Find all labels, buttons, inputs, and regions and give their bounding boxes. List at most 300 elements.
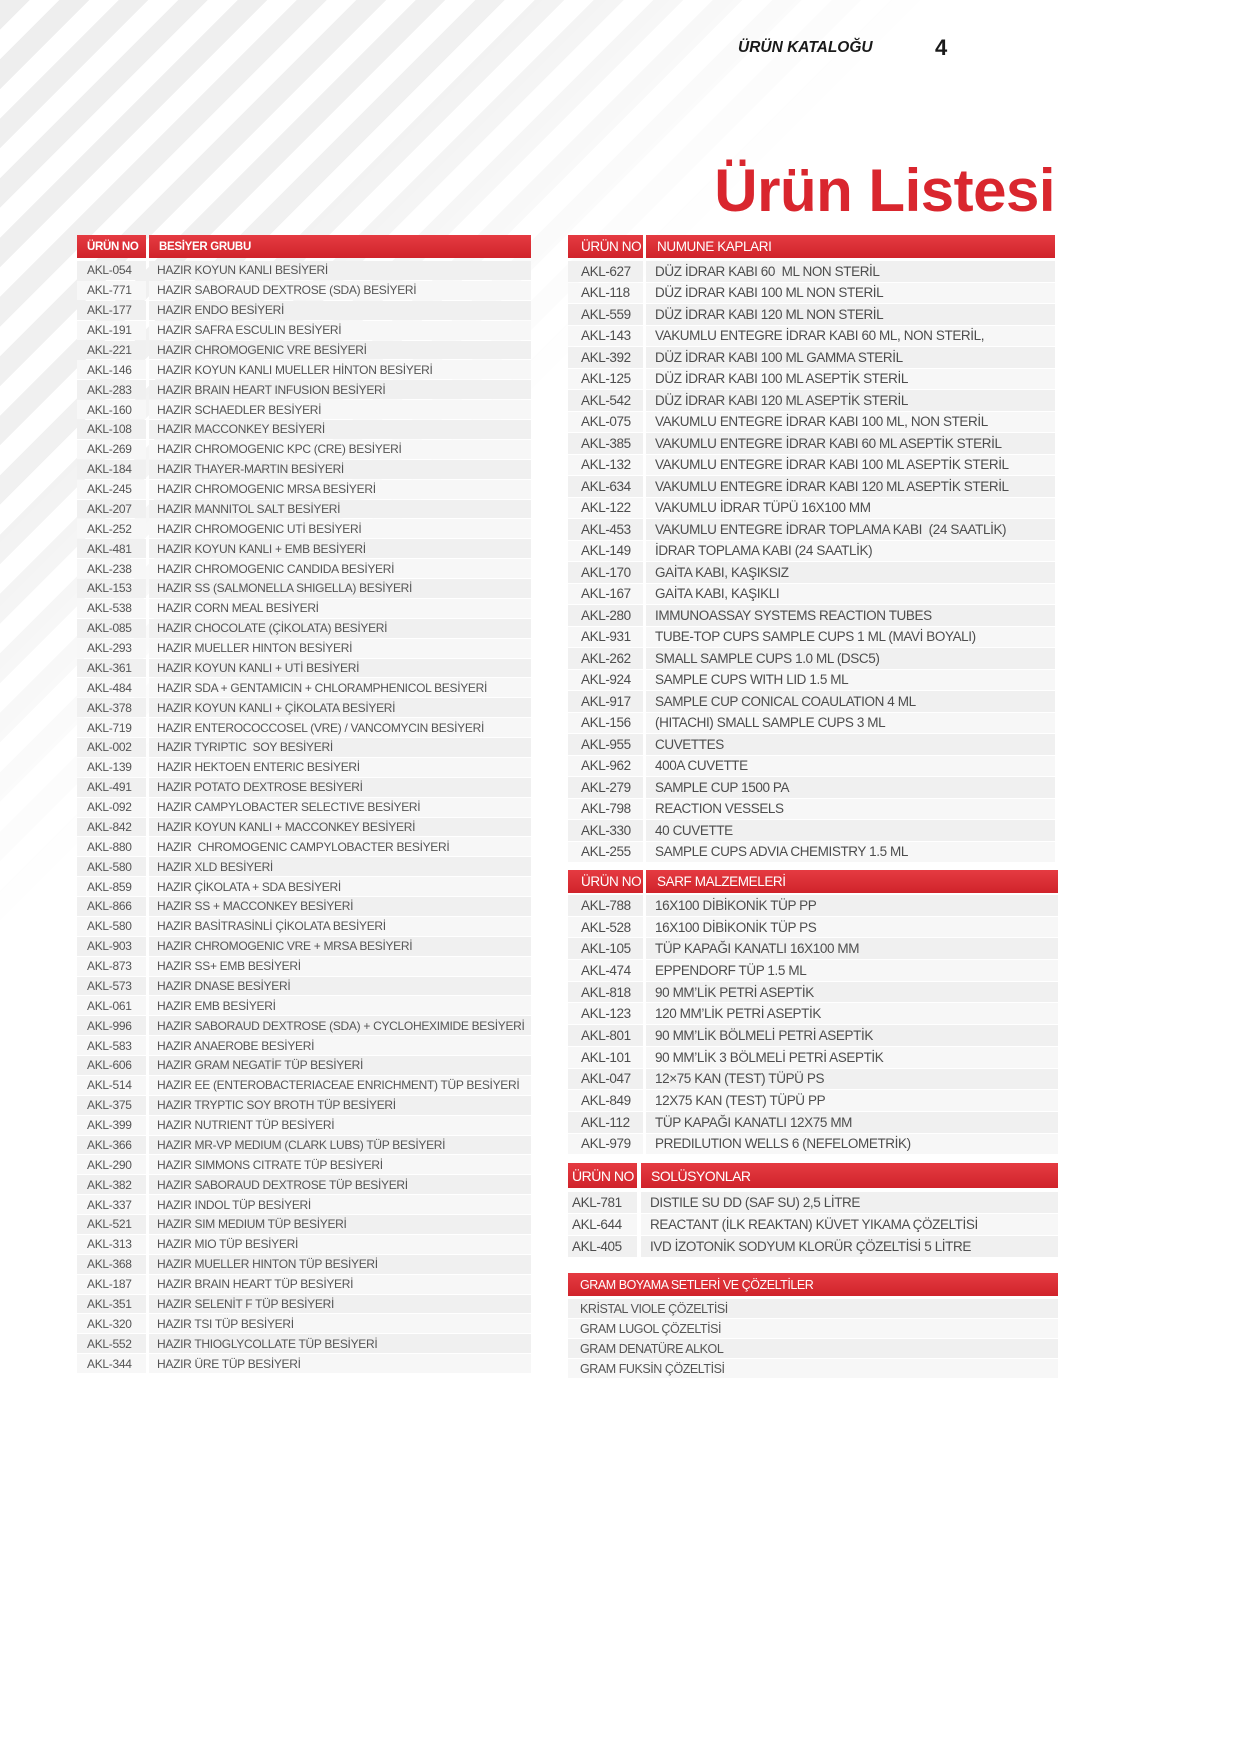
product-code: AKL-337 <box>77 1195 146 1214</box>
product-name: DÜZ İDRAR KABI 100 ML GAMMA STERİL <box>646 347 1055 368</box>
table-row <box>77 460 531 480</box>
table-row <box>77 559 531 579</box>
table-header <box>568 870 1058 893</box>
product-code: AKL-903 <box>77 937 146 956</box>
table-row <box>77 1235 531 1255</box>
table-row <box>568 1112 1058 1134</box>
product-name: HAZIR CHROMOGENIC VRE BESİYERİ <box>149 341 531 360</box>
page-number: 4 <box>935 35 948 60</box>
table-row <box>77 281 531 301</box>
table-row <box>77 977 531 997</box>
table-row <box>568 304 1055 326</box>
product-name: HAZIR INDOL TÜP BESİYERİ <box>149 1195 531 1214</box>
product-code: AKL-573 <box>77 977 146 996</box>
product-name: HAZIR KOYUN KANLI + MACCONKEY BESİYERİ <box>149 818 531 837</box>
column-header-name: GRAM BOYAMA SETLERİ VE ÇÖZELTİLER <box>568 1273 1058 1296</box>
table-row <box>568 1047 1058 1069</box>
table-row <box>77 698 531 718</box>
table-row <box>77 440 531 460</box>
product-code: AKL-361 <box>77 659 146 678</box>
product-code: AKL-122 <box>568 498 643 519</box>
column-header-name: SARF MALZEMELERİ <box>646 870 1058 893</box>
sarf-table <box>568 870 1058 1155</box>
table-row <box>77 321 531 341</box>
table-body <box>568 1299 1058 1379</box>
product-code: AKL-125 <box>568 369 643 390</box>
table-row <box>568 756 1055 778</box>
table-row <box>77 1175 531 1195</box>
product-name: İDRAR TOPLAMA KABI (24 SAATLİK) <box>646 541 1055 562</box>
product-code: AKL-474 <box>568 960 643 981</box>
product-name: HAZIR CHROMOGENIC MRSA BESİYERİ <box>149 480 531 499</box>
table-row <box>568 369 1055 391</box>
product-code: AKL-146 <box>77 360 146 379</box>
product-name: VAKUMLU ENTEGRE İDRAR KABI 120 ML ASEPTİK STERİL <box>646 476 1055 497</box>
product-code: AKL-351 <box>77 1295 146 1314</box>
table-row <box>77 1275 531 1295</box>
product-code: AKL-880 <box>77 837 146 856</box>
product-code: AKL-644 <box>568 1214 637 1235</box>
table-row <box>568 1339 1058 1359</box>
table-row <box>77 639 531 659</box>
table-row <box>568 433 1055 455</box>
product-code: AKL-191 <box>77 321 146 340</box>
product-name: HAZIR CHROMOGENIC KPC (CRE) BESİYERİ <box>149 440 531 459</box>
table-row <box>568 1319 1058 1339</box>
table-row <box>568 519 1055 541</box>
product-code: AKL-538 <box>77 599 146 618</box>
table-row <box>568 283 1055 305</box>
table-row <box>77 1096 531 1116</box>
product-name: 400A CUVETTE <box>646 756 1055 777</box>
product-code: AKL-580 <box>77 917 146 936</box>
product-name: DÜZ İDRAR KABI 60 ML NON STERİL <box>646 261 1055 282</box>
product-code: AKL-108 <box>77 420 146 439</box>
product-name: HAZIR BASİTRASİNLİ ÇİKOLATA BESİYERİ <box>149 917 531 936</box>
product-code: AKL-399 <box>77 1116 146 1135</box>
product-code: AKL-453 <box>568 519 643 540</box>
product-code: AKL-491 <box>77 778 146 797</box>
product-code: AKL-238 <box>77 559 146 578</box>
product-name: HAZIR SAFRA ESCULIN BESİYERİ <box>149 321 531 340</box>
product-code: AKL-075 <box>568 412 643 433</box>
item-name: GRAM FUKSİN ÇÖZELTİSİ <box>568 1359 1058 1378</box>
product-code: AKL-521 <box>77 1215 146 1234</box>
product-code: AKL-392 <box>568 347 643 368</box>
product-code: AKL-123 <box>568 1003 643 1024</box>
product-name: HAZIR NUTRIENT TÜP BESİYERİ <box>149 1116 531 1135</box>
product-code: AKL-917 <box>568 691 643 712</box>
table-row <box>77 1116 531 1136</box>
column-header-name: SOLÜSYONLAR <box>641 1163 1058 1188</box>
table-row <box>77 758 531 778</box>
product-name: 90 MM’LİK PETRİ ASEPTİK <box>646 982 1058 1003</box>
product-code: AKL-924 <box>568 670 643 691</box>
table-row <box>77 957 531 977</box>
product-name: HAZIR CAMPYLOBACTER SELECTIVE BESİYERİ <box>149 798 531 817</box>
table-row <box>77 420 531 440</box>
table-row <box>77 1295 531 1315</box>
product-name: HAZIR SS (SALMONELLA SHIGELLA) BESİYERİ <box>149 579 531 598</box>
table-row <box>568 960 1058 982</box>
table-row <box>568 820 1055 842</box>
table-row <box>568 842 1055 864</box>
table-row <box>568 1214 1058 1236</box>
product-name: CUVETTES <box>646 734 1055 755</box>
page-title: Ürün Listesi <box>714 157 1055 224</box>
product-name: HAZIR SIMMONS CITRATE TÜP BESİYERİ <box>149 1155 531 1174</box>
product-code: AKL-542 <box>568 390 643 411</box>
product-code: AKL-105 <box>568 938 643 959</box>
product-code: AKL-382 <box>77 1175 146 1194</box>
product-name: HAZIR SABORAUD DEXTROSE TÜP BESİYERİ <box>149 1175 531 1194</box>
product-name: DISTILE SU DD (SAF SU) 2,5 LİTRE <box>641 1192 1058 1213</box>
table-row <box>77 341 531 361</box>
product-code: AKL-559 <box>568 304 643 325</box>
product-name: HAZIR MIO TÜP BESİYERİ <box>149 1235 531 1254</box>
product-code: AKL-405 <box>568 1236 637 1257</box>
product-name: HAZIR CHROMOGENIC VRE + MRSA BESİYERİ <box>149 937 531 956</box>
product-code: AKL-801 <box>568 1025 643 1046</box>
product-code: AKL-221 <box>77 341 146 360</box>
table-row <box>77 1334 531 1354</box>
table-row <box>568 1003 1058 1025</box>
table-row <box>77 599 531 619</box>
table-row <box>568 584 1055 606</box>
product-code: AKL-245 <box>77 480 146 499</box>
table-row <box>568 982 1058 1004</box>
product-name: DÜZ İDRAR KABI 100 ML ASEPTİK STERİL <box>646 369 1055 390</box>
product-name: HAZIR SDA + GENTAMICIN + CHLORAMPHENICOL BESİYERİ <box>149 678 531 697</box>
product-code: AKL-484 <box>77 678 146 697</box>
table-body <box>568 261 1055 863</box>
column-header-code: ÜRÜN NO <box>568 870 643 893</box>
product-name: HAZIR MANNITOL SALT BESİYERİ <box>149 500 531 519</box>
product-code: AKL-252 <box>77 519 146 538</box>
table-row <box>77 778 531 798</box>
product-name: SAMPLE CUPS ADVIA CHEMISTRY 1.5 ML <box>646 842 1055 863</box>
product-code: AKL-481 <box>77 539 146 558</box>
gram-table <box>568 1273 1058 1379</box>
table-row <box>568 605 1055 627</box>
table-row <box>568 1236 1058 1258</box>
product-name: 16X100 DİBİKONİK TÜP PS <box>646 917 1058 938</box>
product-name: VAKUMLU ENTEGRE İDRAR KABI 60 ML, NON STERİL, <box>646 326 1055 347</box>
product-code: AKL-054 <box>77 261 146 280</box>
product-code: AKL-101 <box>568 1047 643 1068</box>
product-name: TUBE-TOP CUPS SAMPLE CUPS 1 ML (MAVİ BOYALI) <box>646 627 1055 648</box>
column-header-name: NUMUNE KAPLARI <box>646 235 1055 258</box>
product-code: AKL-092 <box>77 798 146 817</box>
product-name: TÜP KAPAĞI KANATLI 12X75 MM <box>646 1112 1058 1133</box>
column-header-code: ÜRÜN NO <box>568 1163 637 1188</box>
product-name: HAZIR SCHAEDLER BESİYERİ <box>149 400 531 419</box>
product-code: AKL-153 <box>77 579 146 598</box>
table-body <box>77 261 531 1374</box>
table-header <box>568 1273 1058 1296</box>
table-row <box>77 480 531 500</box>
product-name: DÜZ İDRAR KABI 120 ML NON STERİL <box>646 304 1055 325</box>
product-code: AKL-184 <box>77 460 146 479</box>
product-name: HAZIR MR-VP MEDIUM (CLARK LUBS) TÜP BESİYERİ <box>149 1136 531 1155</box>
table-row <box>568 347 1055 369</box>
product-name: HAZIR THIOGLYCOLLATE TÜP BESİYERİ <box>149 1334 531 1353</box>
table-row <box>568 627 1055 649</box>
product-name: SAMPLE CUPS WITH LID 1.5 ML <box>646 670 1055 691</box>
product-code: AKL-866 <box>77 897 146 916</box>
product-code: AKL-979 <box>568 1134 643 1155</box>
product-name: DÜZ İDRAR KABI 120 ML ASEPTİK STERİL <box>646 390 1055 411</box>
product-code: AKL-320 <box>77 1314 146 1333</box>
product-code: AKL-606 <box>77 1056 146 1075</box>
table-row <box>568 938 1058 960</box>
product-code: AKL-873 <box>77 957 146 976</box>
table-row <box>568 261 1055 283</box>
product-code: AKL-528 <box>568 917 643 938</box>
numune-table <box>568 235 1055 863</box>
product-code: AKL-112 <box>568 1112 643 1133</box>
product-name: IMMUNOASSAY SYSTEMS REACTION TUBES <box>646 605 1055 626</box>
table-row <box>568 390 1055 412</box>
product-code: AKL-634 <box>568 476 643 497</box>
product-code: AKL-143 <box>568 326 643 347</box>
product-name: HAZIR MUELLER HINTON TÜP BESİYERİ <box>149 1255 531 1274</box>
product-code: AKL-859 <box>77 877 146 896</box>
product-code: AKL-580 <box>77 857 146 876</box>
table-row <box>77 917 531 937</box>
product-name: 12X75 KAN (TEST) TÜPÜ PP <box>646 1090 1058 1111</box>
table-row <box>77 718 531 738</box>
table-row <box>77 1076 531 1096</box>
product-name: VAKUMLU İDRAR TÜPÜ 16X100 MM <box>646 498 1055 519</box>
product-code: AKL-255 <box>568 842 643 863</box>
product-name: HAZIR TYRIPTIC SOY BESİYERİ <box>149 738 531 757</box>
product-name: HAZIR THAYER-MARTIN BESİYERİ <box>149 460 531 479</box>
product-name: HAZIR HEKTOEN ENTERIC BESİYERİ <box>149 758 531 777</box>
product-name: GAİTA KABI, KAŞIKLI <box>646 584 1055 605</box>
table-row <box>568 455 1055 477</box>
product-name: HAZIR KOYUN KANLI + UTİ BESİYERİ <box>149 659 531 678</box>
table-row <box>77 1016 531 1036</box>
table-row <box>568 1192 1058 1214</box>
product-name: HAZIR CHROMOGENIC CANDIDA BESİYERİ <box>149 559 531 578</box>
product-code: AKL-719 <box>77 718 146 737</box>
table-row <box>568 734 1055 756</box>
product-name: SAMPLE CUP CONICAL COAULATION 4 ML <box>646 691 1055 712</box>
product-code: AKL-207 <box>77 500 146 519</box>
table-row <box>568 799 1055 821</box>
table-row <box>568 1025 1058 1047</box>
product-code: AKL-293 <box>77 639 146 658</box>
product-code: AKL-118 <box>568 283 643 304</box>
table-row <box>77 400 531 420</box>
product-code: AKL-002 <box>77 738 146 757</box>
column-header-code: ÜRÜN NO <box>77 235 146 258</box>
table-body <box>568 1192 1058 1258</box>
product-code: AKL-996 <box>77 1016 146 1035</box>
table-row <box>77 996 531 1016</box>
product-name: HAZIR POTATO DEXTROSE BESİYERİ <box>149 778 531 797</box>
product-code: AKL-047 <box>568 1069 643 1090</box>
product-name: HAZIR TSI TÜP BESİYERİ <box>149 1314 531 1333</box>
product-name: HAZIR MUELLER HINTON BESİYERİ <box>149 639 531 658</box>
product-code: AKL-583 <box>77 1036 146 1055</box>
table-row <box>568 1090 1058 1112</box>
table-row <box>77 539 531 559</box>
table-row <box>77 500 531 520</box>
product-name: HAZIR ENDO BESİYERİ <box>149 301 531 320</box>
product-name: HAZIR EE (ENTEROBACTERIACEAE ENRICHMENT) TÜP BESİYERİ <box>149 1076 531 1095</box>
table-row <box>77 261 531 281</box>
table-row <box>568 1359 1058 1379</box>
product-code: AKL-160 <box>77 400 146 419</box>
product-name: SMALL SAMPLE CUPS 1.0 ML (DSC5) <box>646 648 1055 669</box>
product-code: AKL-375 <box>77 1096 146 1115</box>
solusyon-table <box>568 1163 1058 1258</box>
product-code: AKL-280 <box>568 605 643 626</box>
table-row <box>568 648 1055 670</box>
product-name: HAZIR CHROMOGENIC CAMPYLOBACTER BESİYERİ <box>149 837 531 856</box>
item-name: GRAM LUGOL ÇÖZELTİSİ <box>568 1319 1058 1338</box>
product-name: HAZIR SS+ EMB BESİYERİ <box>149 957 531 976</box>
table-row <box>568 713 1055 735</box>
product-name: HAZIR KOYUN KANLI MUELLER HİNTON BESİYERİ <box>149 360 531 379</box>
product-code: AKL-366 <box>77 1136 146 1155</box>
product-code: AKL-368 <box>77 1255 146 1274</box>
table-header <box>77 235 531 258</box>
product-code: AKL-262 <box>568 648 643 669</box>
product-code: AKL-849 <box>568 1090 643 1111</box>
table-row <box>77 877 531 897</box>
product-code: AKL-818 <box>568 982 643 1003</box>
product-name: 16X100 DİBİKONİK TÜP PP <box>646 895 1058 916</box>
catalog-title: ÜRÜN KATALOĞU <box>738 39 873 56</box>
table-row <box>568 1299 1058 1319</box>
product-name: TÜP KAPAĞI KANATLI 16X100 MM <box>646 938 1058 959</box>
table-row <box>568 541 1055 563</box>
product-name: VAKUMLU ENTEGRE İDRAR KABI 100 ML, NON STERİL <box>646 412 1055 433</box>
product-code: AKL-788 <box>568 895 643 916</box>
product-name: HAZIR SIM MEDIUM TÜP BESİYERİ <box>149 1215 531 1234</box>
product-code: AKL-283 <box>77 380 146 399</box>
table-row <box>77 798 531 818</box>
product-name: DÜZ İDRAR KABI 100 ML NON STERİL <box>646 283 1055 304</box>
table-row <box>77 579 531 599</box>
product-name: HAZIR CHROMOGENIC UTİ BESİYERİ <box>149 519 531 538</box>
table-row <box>77 937 531 957</box>
table-row <box>77 1195 531 1215</box>
product-name: VAKUMLU ENTEGRE İDRAR KABI 100 ML ASEPTİK STERİL <box>646 455 1055 476</box>
item-name: KRİSTAL VIOLE ÇÖZELTİSİ <box>568 1299 1058 1318</box>
table-row <box>568 476 1055 498</box>
table-row <box>77 659 531 679</box>
product-name: EPPENDORF TÜP 1.5 ML <box>646 960 1058 981</box>
table-row <box>77 818 531 838</box>
product-name: HAZIR KOYUN KANLI + EMB BESİYERİ <box>149 539 531 558</box>
product-name: SAMPLE CUP 1500 PA <box>646 777 1055 798</box>
table-row <box>77 1314 531 1334</box>
product-name: HAZIR SABORAUD DEXTROSE (SDA) + CYCLOHEXIMIDE BESİYERİ <box>149 1016 531 1035</box>
column-header-name: BESİYER GRUBU <box>149 235 531 258</box>
product-code: AKL-269 <box>77 440 146 459</box>
product-code: AKL-552 <box>77 1334 146 1353</box>
product-name: (HITACHI) SMALL SAMPLE CUPS 3 ML <box>646 713 1055 734</box>
product-name: PREDILUTION WELLS 6 (NEFELOMETRİK) <box>646 1134 1058 1155</box>
product-name: HAZIR MACCONKEY BESİYERİ <box>149 420 531 439</box>
table-row <box>77 857 531 877</box>
table-row <box>568 895 1058 917</box>
table-row <box>77 1155 531 1175</box>
product-code: AKL-798 <box>568 799 643 820</box>
table-row <box>77 1215 531 1235</box>
product-code: AKL-931 <box>568 627 643 648</box>
product-code: AKL-170 <box>568 562 643 583</box>
product-name: GAİTA KABI, KAŞIKSIZ <box>646 562 1055 583</box>
product-name: VAKUMLU ENTEGRE İDRAR KABI 60 ML ASEPTİK STERİL <box>646 433 1055 454</box>
table-row <box>77 1136 531 1156</box>
table-row <box>77 360 531 380</box>
table-row <box>568 412 1055 434</box>
table-row <box>568 562 1055 584</box>
table-row <box>568 691 1055 713</box>
table-row <box>77 1354 531 1374</box>
product-code: AKL-061 <box>77 996 146 1015</box>
product-code: AKL-344 <box>77 1354 146 1373</box>
table-header <box>568 235 1055 258</box>
table-row <box>568 777 1055 799</box>
product-name: 90 MM’LİK 3 BÖLMELİ PETRİ ASEPTİK <box>646 1047 1058 1068</box>
product-code: AKL-627 <box>568 261 643 282</box>
product-name: IVD İZOTONİK SODYUM KLORÜR ÇÖZELTİSİ 5 LİTRE <box>641 1236 1058 1257</box>
table-row <box>568 917 1058 939</box>
product-name: HAZIR KOYUN KANLI BESİYERİ <box>149 261 531 280</box>
product-name: HAZIR ÇİKOLATA + SDA BESİYERİ <box>149 877 531 896</box>
table-header <box>568 1163 1058 1188</box>
product-code: AKL-085 <box>77 619 146 638</box>
product-name: 40 CUVETTE <box>646 820 1055 841</box>
item-name: GRAM DENATÜRE ALKOL <box>568 1339 1058 1358</box>
product-name: HAZIR TRYPTIC SOY BROTH TÜP BESİYERİ <box>149 1096 531 1115</box>
product-name: HAZIR GRAM NEGATİF TÜP BESİYERİ <box>149 1056 531 1075</box>
product-code: AKL-955 <box>568 734 643 755</box>
table-row <box>77 519 531 539</box>
product-code: AKL-167 <box>568 584 643 605</box>
table-row <box>568 670 1055 692</box>
product-name: HAZIR SABORAUD DEXTROSE (SDA) BESİYERİ <box>149 281 531 300</box>
product-name: 12×75 KAN (TEST) TÜPÜ PS <box>646 1069 1058 1090</box>
product-code: AKL-290 <box>77 1155 146 1174</box>
product-code: AKL-378 <box>77 698 146 717</box>
product-code: AKL-177 <box>77 301 146 320</box>
product-code: AKL-514 <box>77 1076 146 1095</box>
table-row <box>77 1036 531 1056</box>
table-row <box>568 1134 1058 1156</box>
table-row <box>77 678 531 698</box>
product-name: HAZIR KOYUN KANLI + ÇİKOLATA BESİYERİ <box>149 698 531 717</box>
product-code: AKL-842 <box>77 818 146 837</box>
product-code: AKL-313 <box>77 1235 146 1254</box>
product-code: AKL-962 <box>568 756 643 777</box>
table-row <box>568 1069 1058 1091</box>
table-row <box>568 498 1055 520</box>
product-code: AKL-149 <box>568 541 643 562</box>
product-name: VAKUMLU ENTEGRE İDRAR TOPLAMA KABI (24 SAATLİK) <box>646 519 1055 540</box>
table-row <box>77 1255 531 1275</box>
product-code: AKL-279 <box>568 777 643 798</box>
product-code: AKL-330 <box>568 820 643 841</box>
table-row <box>77 738 531 758</box>
product-code: AKL-139 <box>77 758 146 777</box>
